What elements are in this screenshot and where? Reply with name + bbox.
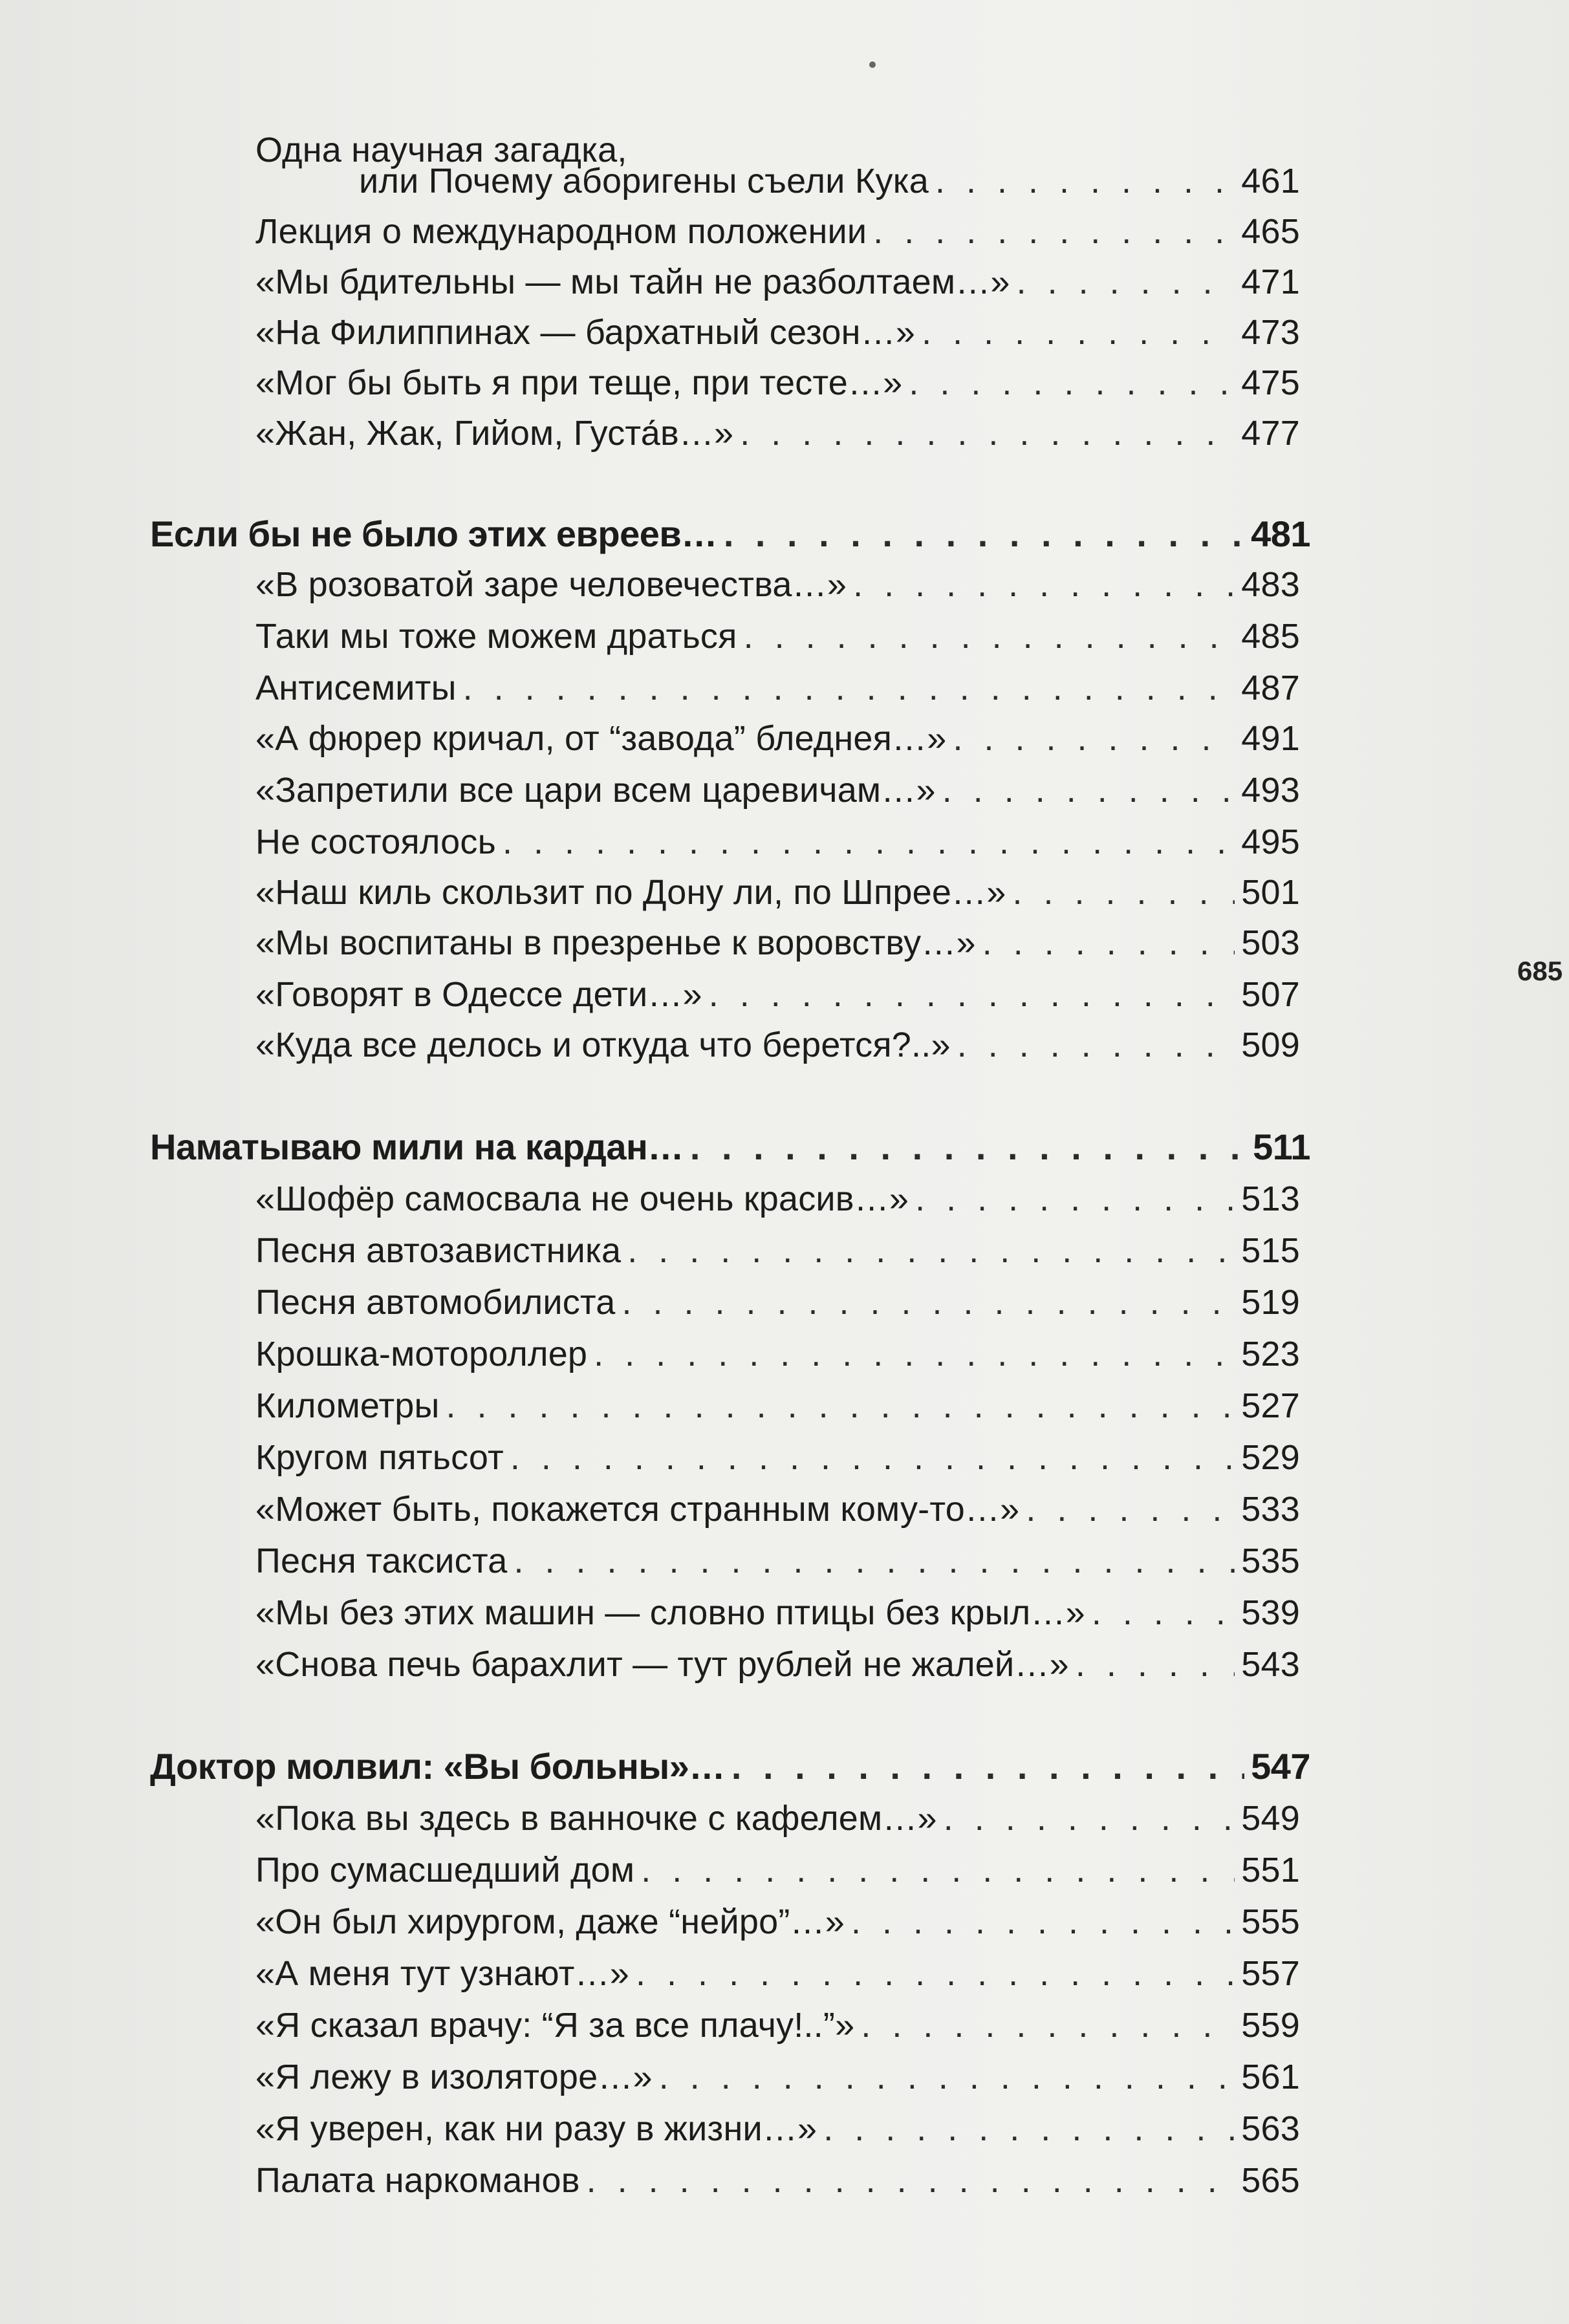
section-title: Наматываю мили на кардан… bbox=[150, 1126, 684, 1167]
leader-dots bbox=[1017, 256, 1235, 308]
leader-dots bbox=[659, 2051, 1235, 2103]
entry-page: 485 bbox=[1241, 617, 1300, 656]
top-dot-mark bbox=[869, 61, 876, 68]
toc-entry bbox=[255, 1948, 1300, 1999]
toc-entry bbox=[255, 206, 1300, 257]
toc-entry bbox=[255, 1639, 1300, 1690]
leader-dots bbox=[853, 559, 1235, 610]
entry-page: 507 bbox=[1241, 975, 1300, 1014]
leader-dots bbox=[446, 1380, 1235, 1432]
leader-dots bbox=[953, 713, 1235, 764]
entry-page: 551 bbox=[1241, 1851, 1300, 1889]
toc-entry bbox=[255, 2155, 1300, 2206]
entry-title: «Мог бы быть я при теще, при тесте…» bbox=[255, 363, 903, 402]
entry-page: 471 bbox=[1241, 263, 1300, 301]
entry-page: 555 bbox=[1241, 1902, 1300, 1941]
leader-dots bbox=[724, 508, 1244, 560]
toc-entry bbox=[255, 1432, 1300, 1483]
entry-page: 493 bbox=[1241, 771, 1300, 810]
toc-entry bbox=[255, 662, 1300, 714]
entry-title: «Мы воспитаны в презренье к воровству…» bbox=[255, 923, 976, 962]
leader-dots bbox=[823, 2103, 1235, 2155]
entry-title: Кругом пятьсот bbox=[255, 1438, 504, 1477]
toc-entry bbox=[255, 610, 1300, 662]
toc-entry bbox=[255, 816, 1300, 868]
entry-title: Песня автозавистника bbox=[255, 1231, 622, 1270]
leader-dots bbox=[587, 2155, 1235, 2206]
entry-title: «Наш киль скользит по Дону ли, по Шпрее…» bbox=[255, 873, 1006, 912]
toc-entry bbox=[255, 1225, 1300, 1276]
leader-dots bbox=[641, 1844, 1235, 1896]
entry-page: 477 bbox=[1241, 414, 1300, 453]
entry-page: 535 bbox=[1241, 1542, 1300, 1580]
leader-dots bbox=[873, 206, 1235, 257]
toc-entry bbox=[255, 2051, 1300, 2103]
entry-page: 529 bbox=[1241, 1438, 1300, 1477]
leader-dots bbox=[1013, 866, 1235, 918]
leader-dots bbox=[944, 1792, 1235, 1844]
entry-page: 527 bbox=[1241, 1386, 1300, 1425]
entry-page: 557 bbox=[1241, 1954, 1300, 1993]
entry-page: 563 bbox=[1241, 2109, 1300, 2148]
entry-title: Километры bbox=[255, 1386, 440, 1425]
entry-title: «Говорят в Одессе дети…» bbox=[255, 975, 702, 1014]
toc-entry bbox=[255, 1380, 1300, 1432]
entry-page: 539 bbox=[1241, 1593, 1300, 1632]
leader-dots bbox=[636, 1948, 1235, 1999]
entry-title: «Снова печь барахлит — тут рублей не жалей…» bbox=[255, 1645, 1069, 1684]
toc-entry bbox=[255, 407, 1300, 459]
toc-entry bbox=[255, 1276, 1300, 1328]
entry-title: Таки мы тоже можем драться bbox=[255, 617, 737, 656]
leader-dots bbox=[463, 662, 1235, 714]
entry-title: «В розоватой заре человечества…» bbox=[255, 565, 847, 604]
entry-title: «А меня тут узнают…» bbox=[255, 1954, 630, 1993]
toc-entry bbox=[255, 866, 1300, 918]
leader-dots bbox=[1076, 1639, 1235, 1690]
leader-dots bbox=[851, 1896, 1235, 1948]
leader-dots bbox=[627, 1225, 1235, 1276]
toc-entry bbox=[255, 1535, 1300, 1587]
leader-dots bbox=[731, 1741, 1244, 1792]
toc-entry bbox=[255, 713, 1300, 764]
entry-title: Про сумасшедший дом bbox=[255, 1851, 635, 1889]
entry-title: «Я лежу в изоляторе…» bbox=[255, 2058, 653, 2096]
entry-page: 509 bbox=[1241, 1026, 1300, 1064]
toc-entry bbox=[255, 357, 1300, 409]
entry-page: 523 bbox=[1241, 1335, 1300, 1373]
entry-page: 515 bbox=[1241, 1231, 1300, 1270]
entry-page: 561 bbox=[1241, 2058, 1300, 2096]
leader-dots bbox=[744, 610, 1235, 662]
toc-entry bbox=[255, 1019, 1300, 1071]
leader-dots bbox=[740, 407, 1235, 459]
entry-page: 487 bbox=[1241, 669, 1300, 707]
entry-title: «Может быть, покажется странным кому-то…» bbox=[255, 1490, 1020, 1529]
entry-title: Не состоялось bbox=[255, 823, 496, 861]
entry-title: «Пока вы здесь в ванночке с кафелем…» bbox=[255, 1799, 937, 1838]
entry-page: 549 bbox=[1241, 1799, 1300, 1838]
toc-entry bbox=[255, 1999, 1300, 2051]
toc-entry bbox=[255, 2103, 1300, 2155]
leader-dots bbox=[503, 816, 1235, 868]
entry-title: Одна научная загадка, bbox=[255, 131, 627, 169]
section-title: Доктор молвил: «Вы больны»… bbox=[150, 1746, 725, 1787]
toc-entry bbox=[255, 1328, 1300, 1380]
leader-dots bbox=[514, 1535, 1235, 1587]
leader-dots bbox=[982, 917, 1235, 969]
entry-title: Палата наркоманов bbox=[255, 2161, 580, 2200]
entry-title: «Я уверен, как ни разу в жизни…» bbox=[255, 2109, 817, 2148]
entry-page: 565 bbox=[1241, 2161, 1300, 2200]
entry-title: «Он был хирургом, даже “нейро”…» bbox=[255, 1902, 845, 1941]
entry-page: 559 bbox=[1241, 2006, 1300, 2045]
entry-title: Антисемиты bbox=[255, 669, 457, 707]
page-number: 685 bbox=[1517, 956, 1563, 986]
entry-page: 501 bbox=[1241, 873, 1300, 912]
entry-title: Лекция о международном положении bbox=[255, 212, 867, 251]
toc-entry bbox=[255, 1896, 1300, 1948]
entry-page: 491 bbox=[1241, 719, 1300, 758]
entry-page: 483 bbox=[1241, 565, 1300, 604]
section-page: 547 bbox=[1251, 1746, 1310, 1787]
leader-dots bbox=[1092, 1587, 1235, 1639]
entry-title: Песня автомобилиста bbox=[255, 1283, 616, 1322]
leader-dots bbox=[690, 1121, 1246, 1173]
section-title: Если бы не было этих евреев… bbox=[150, 513, 717, 554]
leader-dots bbox=[935, 155, 1235, 207]
toc-entry bbox=[255, 256, 1300, 308]
leader-dots bbox=[622, 1276, 1235, 1328]
entry-page: 513 bbox=[1241, 1179, 1300, 1218]
leader-dots bbox=[922, 307, 1235, 358]
toc-entry bbox=[255, 917, 1300, 969]
leader-dots bbox=[957, 1019, 1235, 1071]
toc-entry bbox=[255, 1173, 1300, 1225]
toc-entry bbox=[255, 764, 1300, 816]
toc-entry bbox=[255, 1792, 1300, 1844]
toc-entry bbox=[359, 155, 1300, 207]
leader-dots bbox=[909, 357, 1235, 409]
toc-entry bbox=[255, 1844, 1300, 1896]
toc-entry bbox=[255, 307, 1300, 358]
entry-page: 461 bbox=[1241, 162, 1300, 200]
toc-entry bbox=[255, 559, 1300, 610]
entry-title: Крошка-мотороллер bbox=[255, 1335, 588, 1373]
leader-dots bbox=[510, 1432, 1235, 1483]
entry-page: 519 bbox=[1241, 1283, 1300, 1322]
entry-title: «Шофёр самосвала не очень красив…» bbox=[255, 1179, 909, 1218]
entry-title: «Запретили все цари всем царевичам…» bbox=[255, 771, 936, 810]
leader-dots bbox=[861, 1999, 1235, 2051]
entry-title: или Почему аборигены съели Кука bbox=[359, 162, 929, 200]
entry-title: «На Филиппинах — бархатный сезон…» bbox=[255, 313, 916, 352]
entry-page: 475 bbox=[1241, 363, 1300, 402]
entry-page: 543 bbox=[1241, 1645, 1300, 1684]
toc-entry bbox=[255, 1587, 1300, 1639]
entry-title: «Мы бдительны — мы тайн не разболтаем…» bbox=[255, 263, 1010, 301]
toc-section-heading bbox=[150, 1121, 1310, 1173]
entry-page: 533 bbox=[1241, 1490, 1300, 1529]
entry-title: «Жан, Жак, Гийом, Густа́в…» bbox=[255, 414, 734, 453]
toc-entry bbox=[255, 1483, 1300, 1535]
entry-title: «Мы без этих машин — словно птицы без крыл…» bbox=[255, 1593, 1085, 1632]
section-page: 481 bbox=[1251, 513, 1310, 554]
toc-section-heading bbox=[150, 1741, 1310, 1792]
leader-dots bbox=[594, 1328, 1235, 1380]
leader-dots bbox=[1026, 1483, 1235, 1535]
toc-entry bbox=[255, 969, 1300, 1020]
entry-title: «А фюрер кричал, от “завода” бледнея…» bbox=[255, 719, 947, 758]
section-page: 511 bbox=[1253, 1126, 1310, 1167]
leader-dots bbox=[709, 969, 1235, 1020]
entry-page: 495 bbox=[1241, 823, 1300, 861]
entry-page: 503 bbox=[1241, 923, 1300, 962]
entry-title: «Куда все делось и откуда что берется?..» bbox=[255, 1026, 951, 1064]
toc-section-heading bbox=[150, 508, 1310, 560]
entry-page: 465 bbox=[1241, 212, 1300, 251]
leader-dots bbox=[915, 1173, 1235, 1225]
entry-page: 473 bbox=[1241, 313, 1300, 352]
leader-dots bbox=[942, 764, 1235, 816]
entry-title: «Я сказал врачу: “Я за все плачу!..”» bbox=[255, 2006, 855, 2045]
entry-title: Песня таксиста bbox=[255, 1542, 508, 1580]
